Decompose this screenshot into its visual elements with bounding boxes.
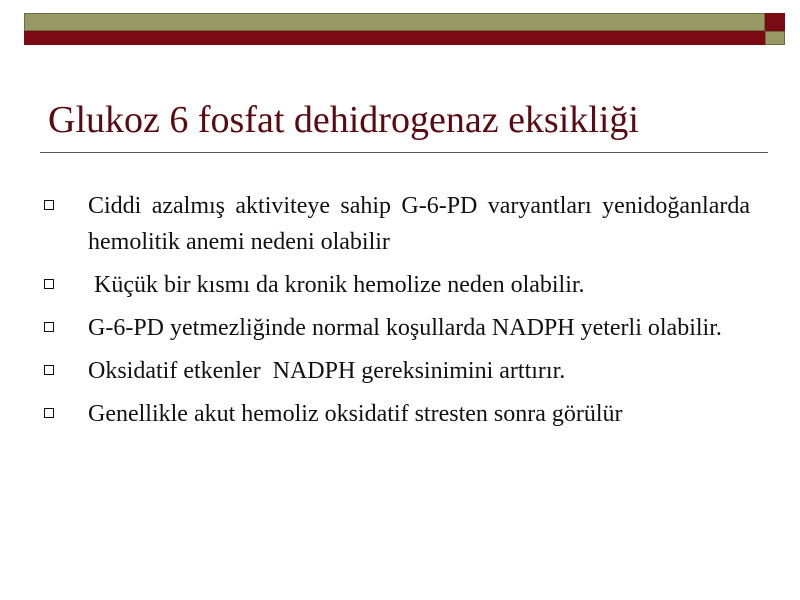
bullet-item bbox=[44, 188, 750, 260]
bullet-item bbox=[44, 310, 750, 346]
slide-title: Glukoz 6 fosfat dehidrogenaz eksikliği bbox=[48, 99, 639, 141]
hollow-square-icon bbox=[44, 408, 54, 418]
bullet-item bbox=[44, 353, 750, 389]
hollow-square-icon bbox=[44, 200, 54, 210]
header-corner-maroon bbox=[765, 13, 785, 31]
bullet-text: G-6-PD yetmezliğinde normal koşullarda NADPH yeterli olabilir. bbox=[88, 315, 722, 341]
hollow-square-icon bbox=[44, 365, 54, 375]
header-bar-olive bbox=[24, 13, 765, 31]
hollow-square-icon bbox=[44, 322, 54, 332]
bullet-item bbox=[44, 267, 750, 303]
title-divider bbox=[40, 152, 768, 153]
bullet-text: Genellikle akut hemoliz oksidatif stresten sonra görülür bbox=[88, 401, 623, 427]
header-corner-olive bbox=[765, 31, 785, 45]
bullet-text: Oksidatif etkenler NADPH gereksinimini arttırır. bbox=[88, 358, 566, 384]
hollow-square-icon bbox=[44, 279, 54, 289]
bullet-list bbox=[44, 188, 750, 439]
bullet-text: Ciddi azalmış aktiviteye sahip G-6-PD varyantları yenidoğanlarda hemolitik anemi nedeni olabilir bbox=[88, 193, 750, 255]
bullet-text: Küçük bir kısmı da kronik hemolize neden olabilir. bbox=[88, 272, 585, 298]
bullet-item bbox=[44, 396, 750, 432]
header-bar-maroon bbox=[24, 31, 765, 45]
